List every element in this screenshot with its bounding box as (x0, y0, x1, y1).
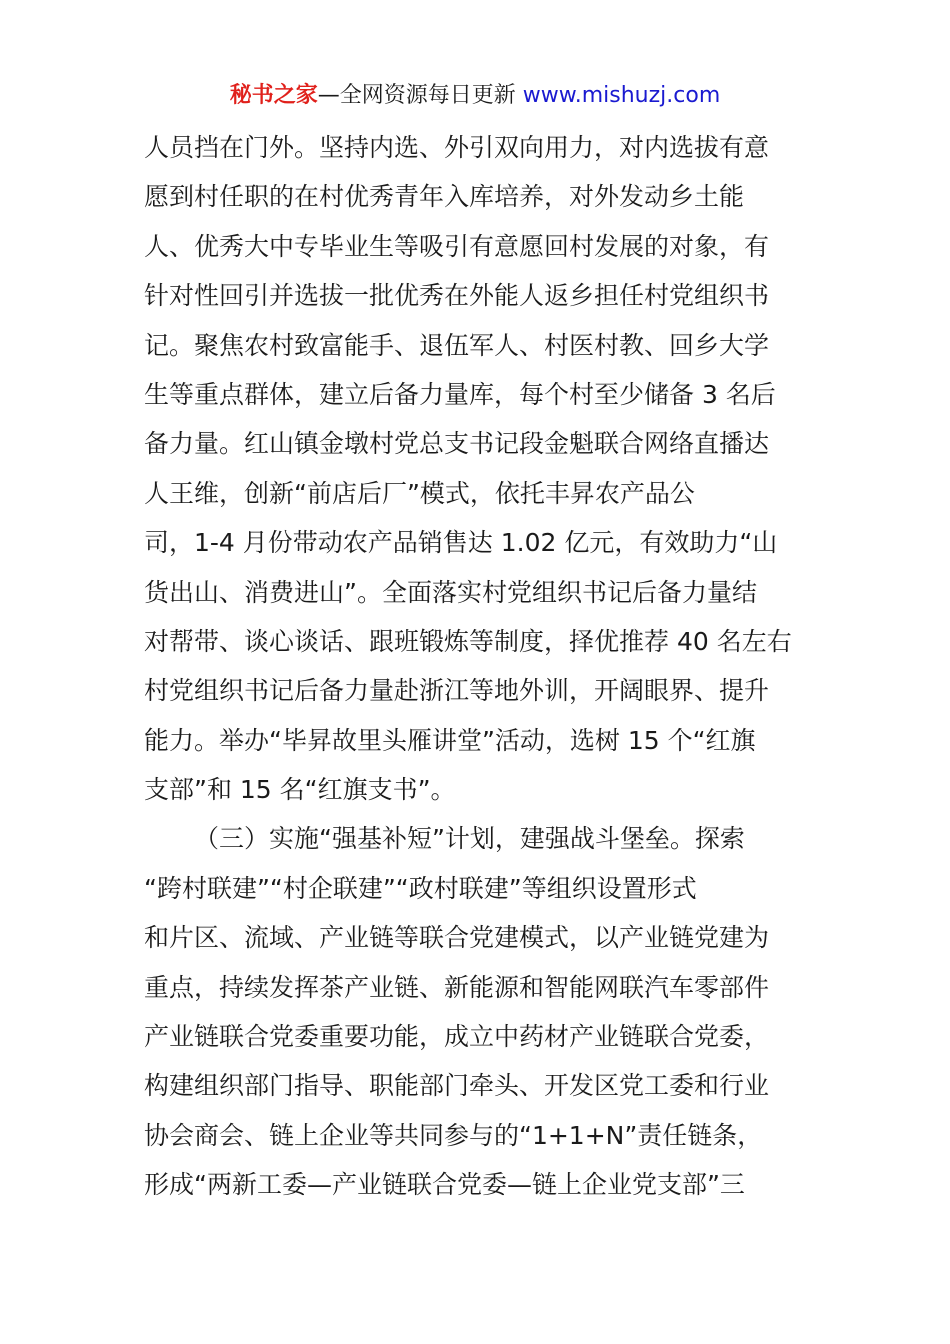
text-line: 人员挡在门外。坚持内选、外引双向用力，对内选拔有意 (144, 133, 770, 162)
brand-name: 秘书之家 (229, 83, 318, 108)
text-line: 构建组织部门指导、职能部门牵头、开发区党工委和行业 (144, 1071, 770, 1101)
page-header (0, 80, 950, 112)
text-line: 和片区、流域、产业链等联合党建模式，以产业链党建为 (144, 923, 770, 953)
text-line: 能力。举办“毕昇故里头雁讲堂”活动，选树 15 个“红旗 (144, 725, 756, 755)
text-line: 产业链联合党委重要功能，成立中药材产业链联合党委， (144, 1022, 770, 1052)
text-line: 货出山、消费进山”。全面落实村党组织书记后备力量结 (144, 577, 757, 607)
text-line: 形成“两新工委—产业链联合党委—链上企业党支部”三 (144, 1170, 745, 1200)
header-tagline: —全网资源每日更新 (317, 83, 523, 108)
text-line: 人王维，创新“前店后厂”模式，依托丰昇农产品公 (144, 478, 695, 508)
site-url: www.mishuzj.com (522, 83, 721, 108)
text-line: 司，1-4 月份带动农产品销售达 1.02 亿元，有效助力“山 (144, 528, 778, 558)
text-line: 针对性回引并选拔一批优秀在外能人返乡担任村党组织书 (144, 281, 770, 311)
section-heading-line: （三）实施“强基补短”计划，建强战斗堡垒。探索 (194, 824, 745, 854)
text-line: 生等重点群体，建立后备力量库，每个村至少储备 3 名后 (144, 379, 776, 409)
text-line: 村党组织书记后备力量赴浙江等地外训，开阔眼界、提升 (144, 676, 770, 706)
text-line: 备力量。红山镇金墩村党总支书记段金魁联合网络直播达 (144, 429, 770, 459)
text-line: 人、优秀大中专毕业生等吸引有意愿回村发展的对象，有 (144, 231, 770, 261)
text-line: 支部”和 15 名“红旗支书”。 (144, 775, 456, 805)
text-line: “跨村联建”“村企联建”“政村联建”等组织设置形式 (144, 873, 697, 903)
text-line: 对帮带、谈心谈话、跟班锻炼等制度，择优推荐 40 名左右 (144, 626, 792, 656)
text-line: 愿到村任职的在村优秀青年入库培养，对外发动乡土能 (144, 182, 745, 212)
text-line: 协会商会、链上企业等共同参与的“1+1+N”责任链条， (144, 1120, 763, 1150)
document-body (144, 123, 814, 1210)
text-line: 重点，持续发挥茶产业链、新能源和智能网联汽车零部件 (144, 972, 770, 1002)
text-line: 记。聚焦农村致富能手、退伍军人、村医村教、回乡大学 (144, 330, 770, 360)
